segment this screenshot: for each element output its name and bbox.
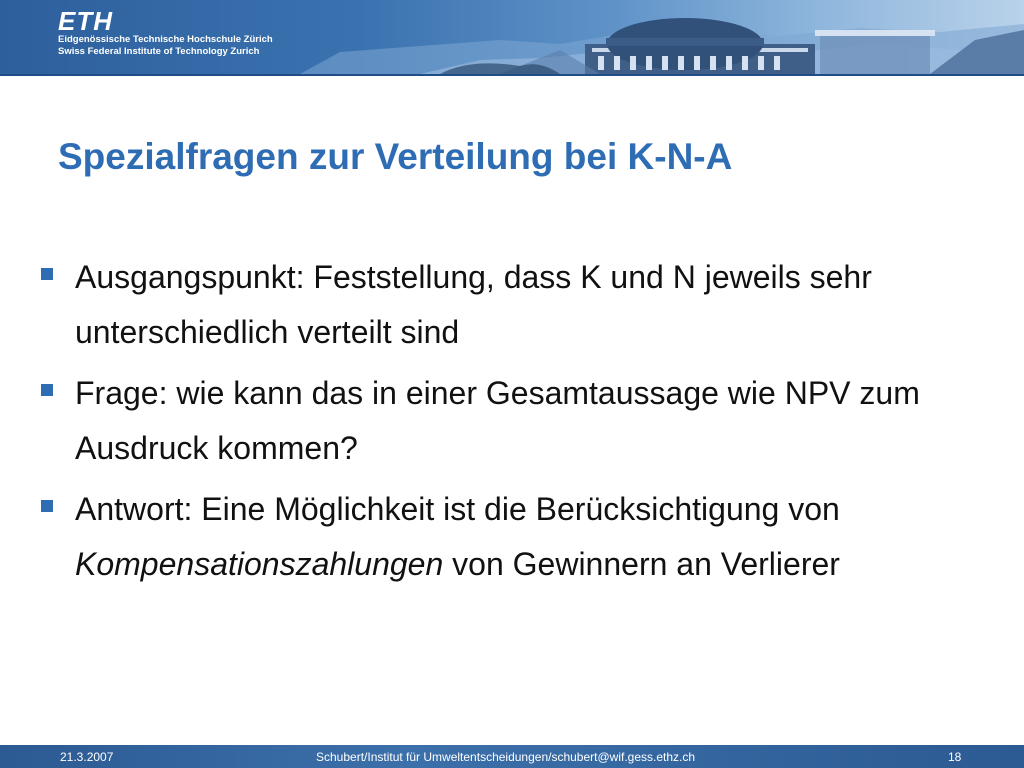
slide-title: Spezialfragen zur Verteilung bei K-N-A xyxy=(58,136,733,177)
bullet-text-end: von Gewinnern an Verlierer xyxy=(443,546,840,582)
square-bullet-icon xyxy=(41,500,53,512)
footer-author: Schubert/Institut für Umweltentscheidungen/schubert@wif.gess.ethz.ch xyxy=(316,750,696,764)
header-banner xyxy=(0,0,1024,74)
footer-bar xyxy=(0,745,1024,768)
list-item xyxy=(40,482,980,592)
bullet-text-emphasis: Kompensationszahlungen xyxy=(75,546,444,582)
page-number: 18 xyxy=(948,750,962,764)
list-item xyxy=(40,250,980,360)
institution-name-de: Eidgenössische Technische Hochschule Zürich xyxy=(58,34,273,45)
bullet-text xyxy=(75,482,980,592)
footer-date: 21.3.2007 xyxy=(60,750,114,764)
bullet-text: Frage: wie kann das in einer Gesamtaussage wie NPV zum Ausdruck kommen? xyxy=(75,375,920,466)
square-bullet-icon xyxy=(41,384,53,396)
bullet-text: Ausgangspunkt: Feststellung, dass K und N jeweils sehr unterschiedlich verteilt sind xyxy=(75,259,872,350)
institution-name-en: Swiss Federal Institute of Technology Zurich xyxy=(58,46,260,57)
square-bullet-icon xyxy=(41,268,53,280)
logo-text: ETH xyxy=(58,6,113,36)
eth-logo xyxy=(58,8,273,58)
bullet-list xyxy=(40,250,980,598)
header-divider xyxy=(0,74,1024,76)
bullet-text-start: Antwort: Eine Möglichkeit ist die Berücksichtigung von xyxy=(75,491,840,527)
list-item xyxy=(40,366,980,476)
